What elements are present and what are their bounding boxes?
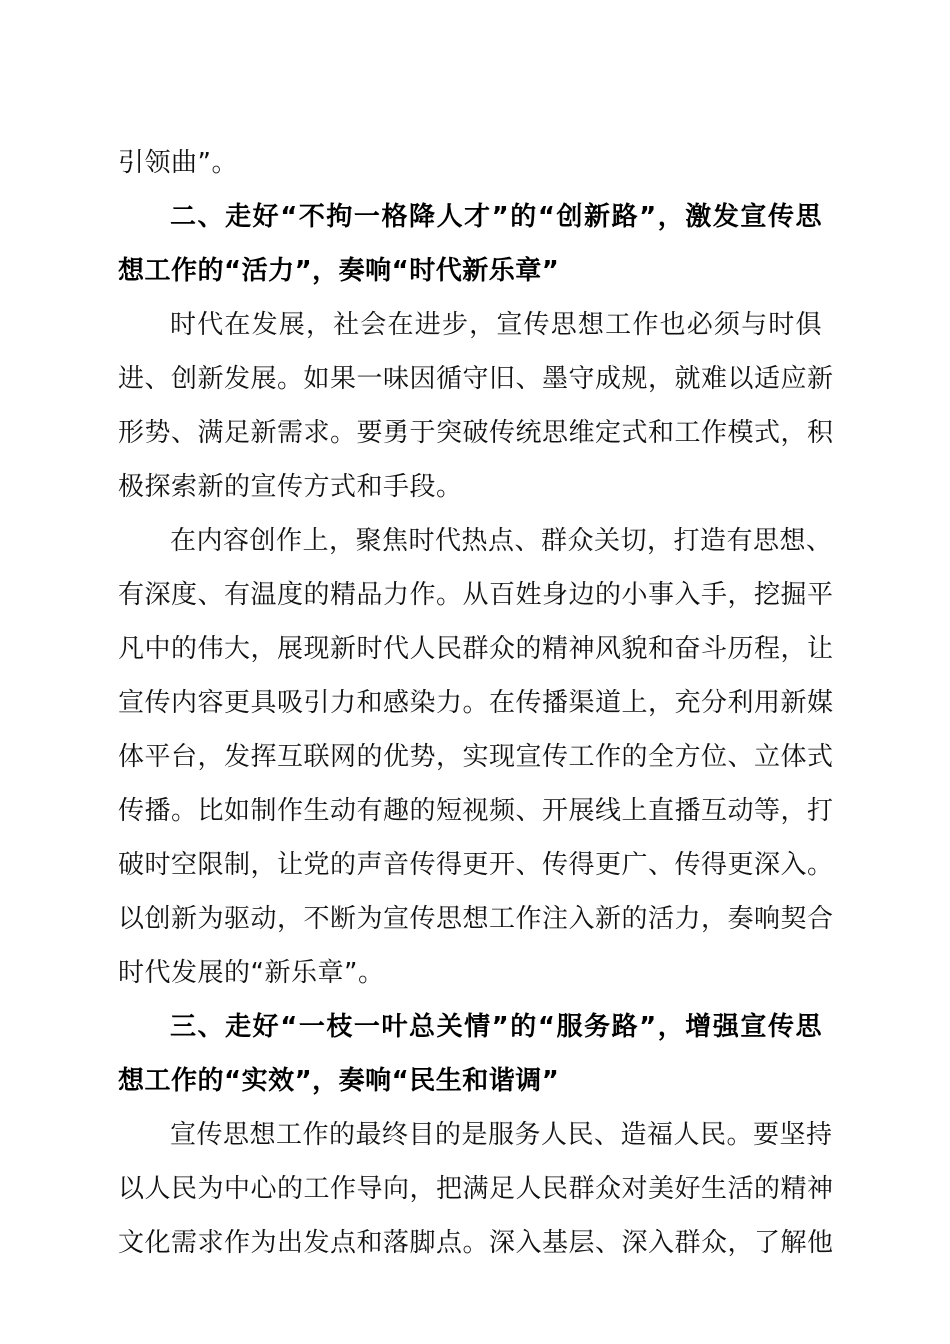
- paragraph-first-line: 宣传思想工作的最终目的是服务人民、造福人民。要坚持: [170, 1120, 833, 1150]
- body-line: 引领曲”。: [118, 148, 238, 178]
- body-line: 极探索新的宣传方式和手段。: [118, 472, 463, 502]
- body-line: 时代发展的“新乐章”。: [118, 958, 385, 988]
- body-line: 破时空限制，让党的声音传得更开、传得更广、传得更深入。: [118, 850, 834, 880]
- body-line: 体平台，发挥互联网的优势，实现宣传工作的全方位、立体式: [118, 742, 834, 772]
- body-line: 以创新为驱动，不断为宣传思想工作注入新的活力，奏响契合: [118, 904, 834, 934]
- body-line: 形势、满足新需求。要勇于突破传统思维定式和工作模式，积: [118, 418, 834, 448]
- section-heading-line: 二、走好“不拘一格降人才”的“创新路”，激发宣传思: [170, 202, 822, 232]
- body-line: 宣传内容更具吸引力和感染力。在传播渠道上，充分利用新媒: [118, 688, 834, 718]
- section-heading-line: 三、走好“一枝一叶总关情”的“服务路”，增强宣传思: [170, 1012, 822, 1042]
- body-line: 传播。比如制作生动有趣的短视频、开展线上直播互动等，打: [118, 796, 834, 826]
- body-line: 文化需求作为出发点和落脚点。深入基层、深入群众，了解他: [118, 1228, 834, 1258]
- body-line: 有深度、有温度的精品力作。从百姓身边的小事入手，挖掘平: [118, 580, 834, 610]
- document-body: [118, 136, 834, 1270]
- section-heading-line: 想工作的“活力”，奏响“时代新乐章”: [118, 256, 560, 286]
- body-line: 凡中的伟大，展现新时代人民群众的精神风貌和奋斗历程，让: [118, 634, 834, 664]
- body-line: 进、创新发展。如果一味因循守旧、墨守成规，就难以适应新: [118, 364, 834, 394]
- paragraph-first-line: 在内容创作上，聚焦时代热点、群众关切，打造有思想、: [170, 526, 833, 556]
- section-heading-line: 想工作的“实效”，奏响“民生和谐调”: [118, 1066, 560, 1096]
- body-line: 以人民为中心的工作导向，把满足人民群众对美好生活的精神: [118, 1174, 834, 1204]
- paragraph-first-line: 时代在发展，社会在进步，宣传思想工作也必须与时俱: [170, 310, 822, 340]
